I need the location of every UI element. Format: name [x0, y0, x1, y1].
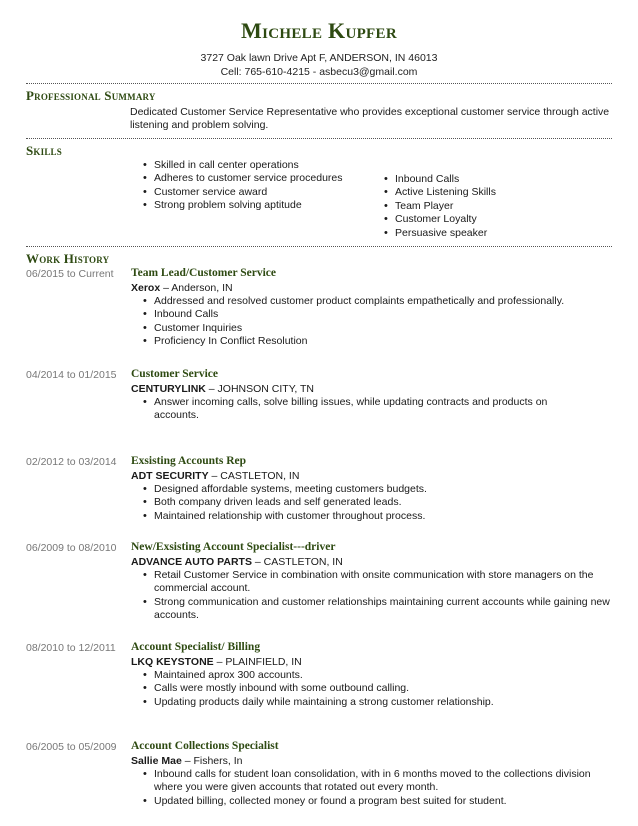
company-location: – CASTLETON, IN [208, 470, 300, 482]
job-company [131, 282, 233, 294]
job-bullet: • Updated billing, collected money or found a program best suited for student. [130, 795, 612, 808]
job-dates: 06/2009 to 08/2010 [26, 542, 117, 554]
job-dates: 06/2005 to 05/2009 [26, 741, 117, 753]
divider [26, 83, 612, 84]
job-title: New/Exsisting Account Specialist---driver [131, 541, 336, 553]
job-bullet: • Inbound Calls [130, 308, 612, 321]
job-bullet: • Strong communication and customer relationships maintaining current accounts while gaining new accounts. [130, 596, 612, 623]
skill-item: • Strong problem solving aptitude [130, 199, 370, 212]
job-dates: 04/2014 to 01/2015 [26, 369, 117, 381]
company-location: – Fishers, In [181, 755, 243, 767]
job-bullets [130, 483, 612, 523]
job-bullet: • Retail Customer Service in combination with onsite communication with store managers on the commercial account. [130, 569, 612, 596]
job-bullet: • Answer incoming calls, solve billing issues, while updating contracts and products on accounts. [130, 396, 590, 423]
job-bullet: • Maintained aprox 300 accounts. [130, 669, 612, 682]
address-line: 3727 Oak lawn Drive Apt F, ANDERSON, IN 46013 [200, 52, 438, 64]
skill-item: • Team Player [371, 200, 611, 213]
job-bullet: • Customer Inquiries [130, 322, 612, 335]
job-bullets [130, 295, 612, 349]
job-title: Exsisting Accounts Rep [131, 455, 247, 467]
job-company [131, 656, 302, 668]
skill-item: • Skilled in call center operations [130, 159, 370, 172]
divider [26, 246, 612, 247]
company-name: Xerox [131, 282, 161, 294]
job-bullet: • Proficiency In Conflict Resolution [130, 335, 612, 348]
job-dates: 06/2015 to Current [26, 268, 114, 280]
company-location: – PLAINFIELD, IN [213, 656, 302, 668]
job-title: Account Collections Specialist [131, 740, 279, 752]
divider [26, 138, 612, 139]
job-company [131, 383, 314, 395]
candidate-name: Michele Kupfer [241, 18, 397, 43]
job-bullet: • Designed affordable systems, meeting customers budgets. [130, 483, 612, 496]
skill-item: • Inbound Calls [371, 173, 611, 186]
skills-right-list [371, 173, 611, 240]
skills-heading: Skills [26, 143, 62, 158]
job-bullet: • Maintained relationship with customer throughout process. [130, 510, 612, 523]
job-bullets [130, 396, 590, 423]
job-bullet: • Calls were mostly inbound with some outbound calling. [130, 682, 612, 695]
skill-item: • Active Listening Skills [371, 186, 611, 199]
company-location: – Anderson, IN [160, 282, 233, 294]
job-bullet: • Addressed and resolved customer product complaints empathetically and professionally. [130, 295, 612, 308]
company-name: Sallie Mae [131, 755, 182, 767]
summary-text: Dedicated Customer Service Representative who provides exceptional customer service through active listening and problem solving. [130, 106, 610, 132]
job-bullet: • Both company driven leads and self generated leads. [130, 496, 612, 509]
job-title: Account Specialist/ Billing [131, 641, 261, 653]
job-dates: 02/2012 to 03/2014 [26, 456, 117, 468]
company-name: LKQ KEYSTONE [131, 656, 214, 668]
company-name: ADT SECURITY [131, 470, 209, 482]
job-bullets [130, 768, 612, 808]
company-name: ADVANCE AUTO PARTS [131, 556, 252, 568]
company-location: – CASTLETON, IN [251, 556, 343, 568]
skill-item: • Adheres to customer service procedures [130, 172, 370, 185]
job-company [131, 755, 242, 767]
skills-left-list [130, 159, 370, 213]
summary-heading: Professional Summary [26, 88, 156, 103]
work-history-heading: Work History [26, 251, 110, 266]
company-location: – JOHNSON CITY, TN [205, 383, 314, 395]
job-company [131, 556, 343, 568]
job-title: Team Lead/Customer Service [131, 267, 277, 279]
job-company [131, 470, 299, 482]
job-bullets [130, 569, 612, 623]
job-dates: 08/2010 to 12/2011 [26, 642, 116, 654]
contact-line: Cell: 765-610-4215 - asbecu3@gmail.com [220, 66, 418, 78]
skill-item: • Customer service award [130, 186, 370, 199]
skill-item: • Customer Loyalty [371, 213, 611, 226]
company-name: CENTURYLINK [131, 383, 206, 395]
skill-item: • Persuasive speaker [371, 227, 611, 240]
job-bullet: • Updating products daily while maintaining a strong customer relationship. [130, 696, 612, 709]
job-bullets [130, 669, 612, 709]
job-bullet: • Inbound calls for student loan consolidation, with in 6 months moved to the collections division where you were given accounts that rotated out every month. [130, 768, 612, 795]
job-title: Customer Service [131, 368, 218, 380]
